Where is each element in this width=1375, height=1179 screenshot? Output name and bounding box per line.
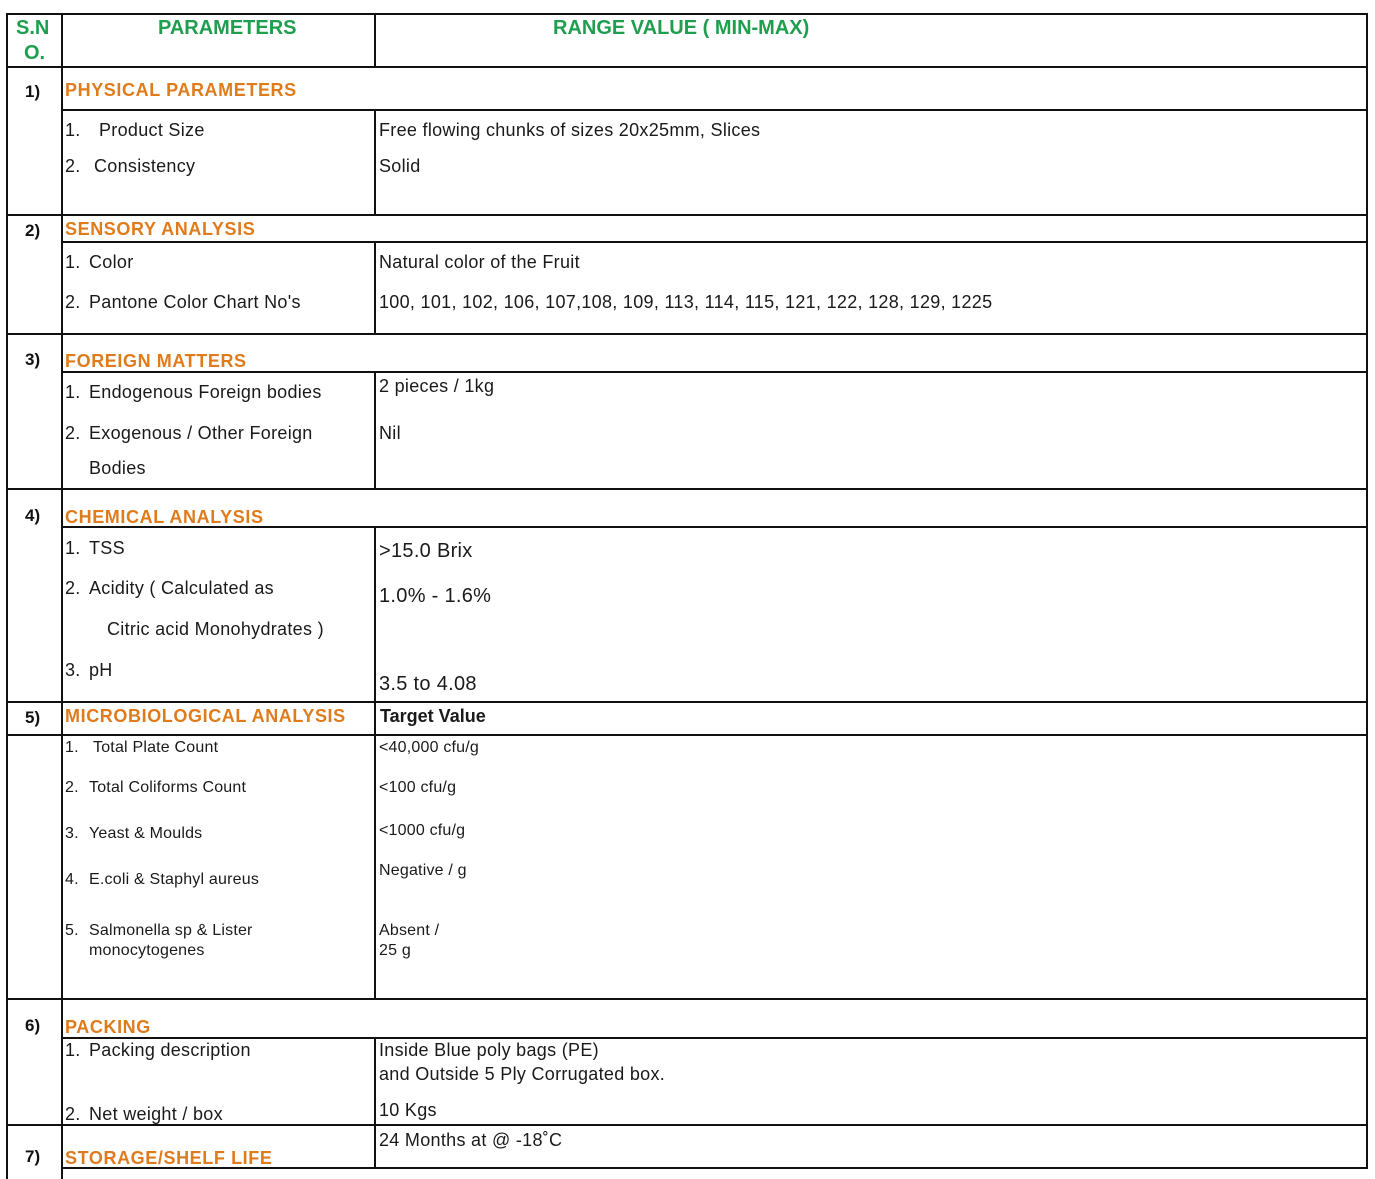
section-number-physical: 1) — [25, 82, 41, 101]
column-divider-foreign — [374, 372, 376, 489]
value-acidity: 1.0% - 1.6% — [379, 585, 492, 607]
value-tss: >15.0 Brix — [379, 540, 473, 562]
value-salmonella-line2: 25 g — [379, 942, 411, 959]
section-title-physical: PHYSICAL PARAMETERS — [65, 80, 297, 100]
section-title-sensory: SENSORY ANALYSIS — [65, 219, 256, 239]
param-number: 1. — [65, 538, 81, 558]
param-total-plate-count: Total Plate Count — [93, 739, 219, 756]
param-color: Color — [89, 252, 134, 272]
column-divider-sno — [61, 13, 63, 1179]
section-number-sensory: 2) — [25, 221, 41, 240]
param-acidity-line2: Citric acid Monohydrates ) — [107, 619, 324, 639]
param-number: 1. — [65, 252, 81, 272]
param-number: 2. — [65, 779, 79, 796]
param-net-weight: Net weight / box — [89, 1104, 223, 1124]
table-border-top — [6, 13, 1368, 15]
header-sno-line2: O. — [24, 42, 46, 64]
param-number: 2. — [65, 578, 81, 598]
value-ph: 3.5 to 4.08 — [379, 673, 477, 695]
param-total-coliforms: Total Coliforms Count — [89, 779, 247, 796]
section-title-foreign: FOREIGN MATTERS — [65, 351, 247, 371]
row-divider — [6, 701, 1368, 703]
value-packing-description-line2: and Outside 5 Ply Corrugated box. — [379, 1064, 666, 1084]
value-storage: 24 Months at @ -18˚C — [379, 1130, 563, 1150]
table-border-right — [1366, 13, 1368, 1169]
section-number-chemical: 4) — [25, 506, 41, 525]
param-number: 2. — [65, 423, 81, 443]
param-number: 2. — [65, 156, 81, 176]
param-number: 2. — [65, 1104, 81, 1124]
param-pantone: Pantone Color Chart No's — [89, 292, 301, 312]
param-yeast-moulds: Yeast & Moulds — [89, 825, 203, 842]
param-number: 2. — [65, 292, 81, 312]
param-endogenous: Endogenous Foreign bodies — [89, 382, 322, 402]
param-number: 3. — [65, 825, 79, 842]
section-title-storage: STORAGE/SHELF LIFE — [65, 1148, 273, 1168]
param-ecoli: E.coli & Staphyl aureus — [89, 871, 260, 888]
section-title-packing: PACKING — [65, 1017, 151, 1037]
row-divider — [6, 333, 1368, 335]
value-packing-description: Inside Blue poly bags (PE) — [379, 1040, 599, 1060]
param-consistency: Consistency — [94, 156, 196, 176]
value-total-plate-count: <40,000 cfu/g — [379, 739, 480, 756]
row-divider — [61, 1037, 1368, 1039]
param-number: 1. — [65, 739, 79, 756]
value-pantone: 100, 101, 102, 106, 107,108, 109, 113, 114, 115, 121, 122, 128, 129, 1225 — [379, 292, 993, 312]
param-number: 3. — [65, 660, 81, 680]
param-number: 1. — [65, 382, 81, 402]
param-exogenous: Exogenous / Other Foreign — [89, 423, 313, 443]
header-parameters: PARAMETERS — [158, 17, 297, 39]
column-divider-header-value — [374, 13, 376, 67]
section-number-micro: 5) — [25, 708, 41, 727]
param-acidity: Acidity ( Calculated as — [89, 578, 274, 598]
param-salmonella-line2: monocytogenes — [89, 942, 205, 959]
param-number: 1. — [65, 120, 81, 140]
column-divider-chemical-micro — [374, 527, 376, 999]
param-exogenous-line2: Bodies — [89, 458, 146, 478]
table-border-left — [6, 13, 8, 1179]
section-number-storage: 7) — [25, 1147, 41, 1166]
section-number-foreign: 3) — [25, 350, 41, 369]
value-yeast-moulds: <1000 cfu/g — [379, 822, 466, 839]
row-divider — [6, 488, 1368, 490]
param-salmonella: Salmonella sp & Lister — [89, 922, 253, 939]
row-divider — [61, 109, 1368, 111]
target-value-label: Target Value — [380, 706, 486, 726]
param-product-size: Product Size — [99, 120, 205, 140]
section-title-micro: MICROBIOLOGICAL ANALYSIS — [65, 706, 346, 726]
param-packing-description: Packing description — [89, 1040, 251, 1060]
value-color: Natural color of the Fruit — [379, 252, 580, 272]
value-exogenous: Nil — [379, 423, 401, 443]
param-number: 4. — [65, 871, 79, 888]
param-tss: TSS — [89, 538, 125, 558]
section-title-chemical: CHEMICAL ANALYSIS — [65, 507, 264, 527]
param-ph: pH — [89, 660, 113, 680]
section-number-packing: 6) — [25, 1016, 41, 1035]
row-divider — [6, 998, 1368, 1000]
row-divider — [61, 371, 1368, 373]
row-divider — [6, 66, 1368, 68]
header-sno-line1: S.N — [16, 17, 50, 39]
header-range-value: RANGE VALUE ( MIN-MAX) — [553, 17, 810, 39]
column-divider-physical — [374, 110, 376, 215]
value-total-coliforms: <100 cfu/g — [379, 779, 457, 796]
param-number: 5. — [65, 922, 79, 939]
column-divider-sensory — [374, 242, 376, 334]
value-ecoli: Negative / g — [379, 862, 467, 879]
value-salmonella: Absent / — [379, 922, 440, 939]
row-divider — [6, 734, 1368, 736]
param-number: 1. — [65, 1040, 81, 1060]
column-divider-packing-storage — [374, 1038, 376, 1168]
value-endogenous: 2 pieces / 1kg — [379, 376, 495, 396]
value-net-weight: 10 Kgs — [379, 1100, 437, 1120]
row-divider — [6, 214, 1368, 216]
row-divider — [61, 241, 1368, 243]
value-product-size: Free flowing chunks of sizes 20x25mm, Slices — [379, 120, 761, 140]
value-consistency: Solid — [379, 156, 421, 176]
